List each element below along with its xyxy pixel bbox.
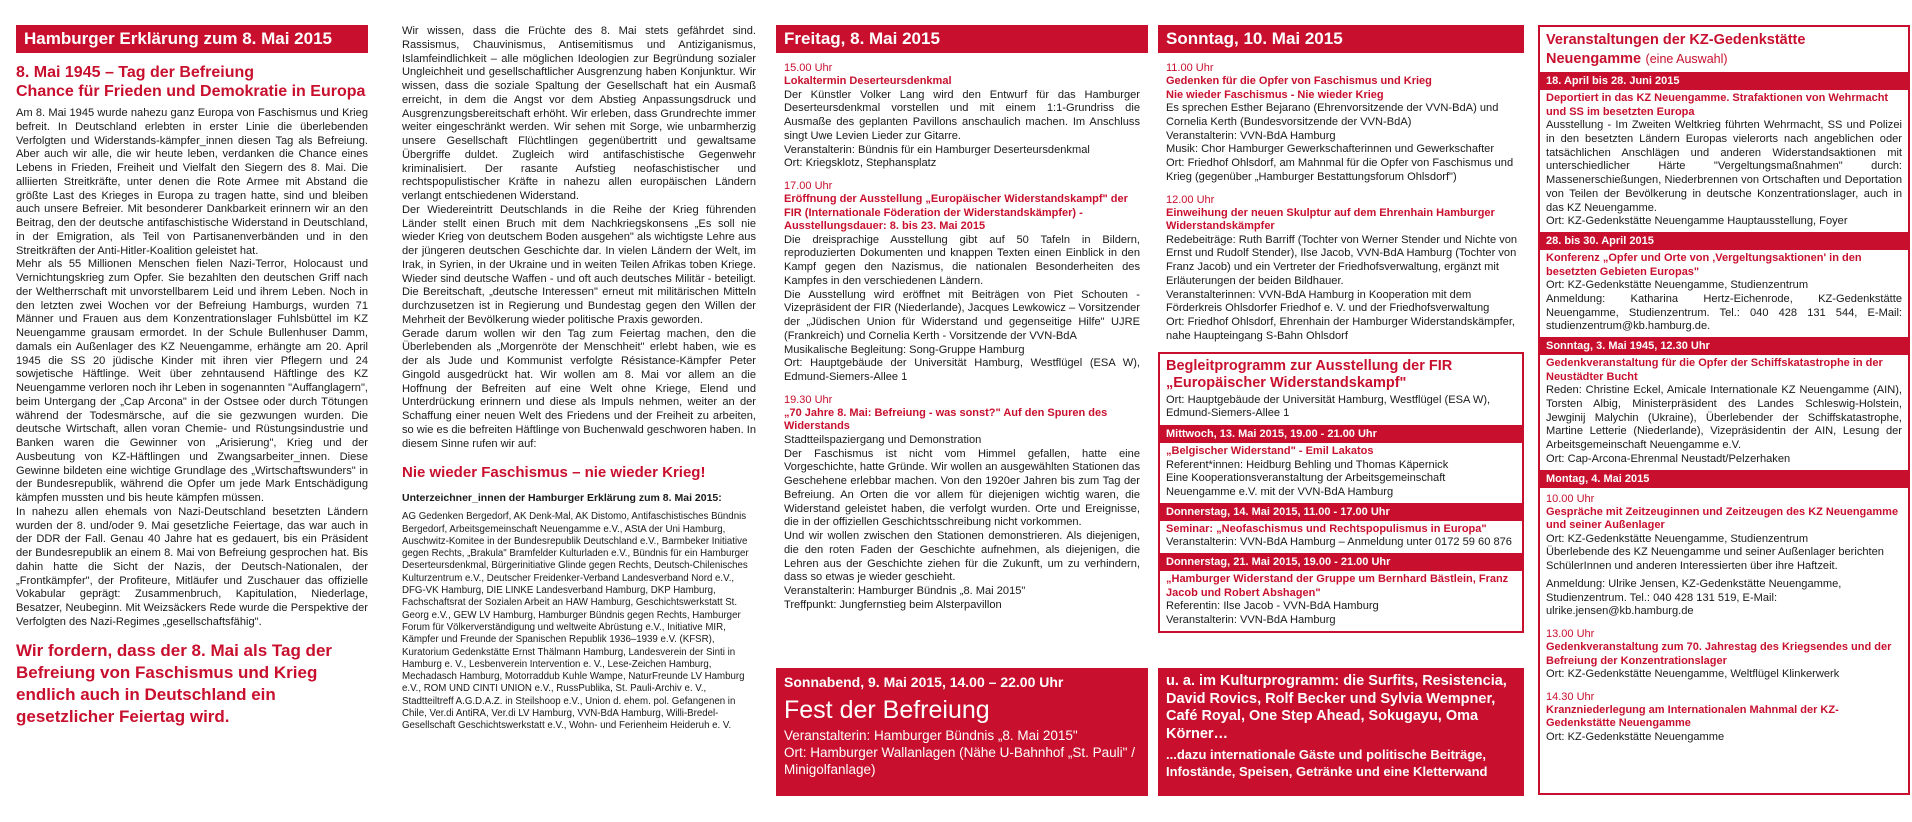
paragraph: Am 8. Mai 1945 wurde nahezu ganz Europa von Faschismus und Krieg befreit. In Deutschland erlebten in erster Linie die überlebenden Verfolgten und Widerstands-kämpfer_innen diesen Tag als Befreiung. Aber auch wir alle, die wir heute leben, verdanken die Chance eines Lebens in Frieden, Freiheit und Vielfalt den Siegern des 8. Mai. Die alliierten Streitkräfte, unter denen die Rote Armee mit Abstand die größte Last des Krieges in Europa zu tragen hatte, sind und bleiben auch unsere Befreier. Mit besonderer Dankbarkeit erinnern wir an den Beitrag, den der deutsche antifaschistische Widerstand in Deutschland, in der Emigration, als Teil von Partisanenverbänden und in den Streitkräften der Anti-Hitler-Koalition geleistet hat. xyxy=(16,107,368,257)
event-place: Ort: Hauptgebäude der Universität Hamburg, Westflügel (ESA W), Edmund-Siemers-Allee 1 xyxy=(784,357,1140,383)
event-title: Einweihung der neuen Skulptur auf dem Ehrenhain Hamburger Widerstandskämpfer xyxy=(1166,206,1495,232)
holiday-demand: Wir fordern, dass der 8. Mai als Tag der Befreiung von Faschismus und Krieg endlich auch in Deutschland ein gesetzlicher Feiertag wird. xyxy=(16,640,333,726)
event-time: 12.00 Uhr xyxy=(1166,193,1215,206)
event-place: Ort: KZ-Gedenkstätte Neuengamme xyxy=(1546,730,1725,743)
paragraph: In nahezu allen ehemals von Nazi-Deutschland besetzten Ländern wurden der 8. und/oder 9. Mai gesetzliche Feiertage, das war auch in der DDR der Fall. Genau 40 Jahre hat es gedauert, bis ein Präsident der Bundesrepublik an einem 8. Mai von Befreiung gesprochen hat. Bis dahin hatte die Sicht der Nazis, der Deutsch-Nationalen, der „Frontkämpfer", der Profiteure, Mitläufer und Zuschauer das offizielle Vokabular geprägt: Zusammenbruch, Kapitulation, Niederlage, Besatzer, Neubeginn. Mit Weizsäckers Rede wurde die Perspektive der Verfolgten des Nazi-Regimes „gesellschaftsfähig". xyxy=(16,505,368,628)
event-date-bar: 28. bis 30. April 2015 xyxy=(1540,232,1908,250)
culture-program-box xyxy=(1158,668,1524,796)
neuengamme-title-suffix: (eine Auswahl) xyxy=(1645,51,1728,66)
event-title: Konferenz „Opfer und Orte von ‚Vergeltungsaktionen' in den besetzten Gebieten Europas" xyxy=(1546,252,1862,278)
program-item-title: „Belgischer Widerstand" - Emil Lakatos xyxy=(1166,445,1374,457)
event-host: Veranstalterin: VVN-BdA Hamburg xyxy=(1166,129,1336,142)
event-host: Veranstalterin: Bündnis für ein Hamburger Deserteursdenkmal xyxy=(784,143,1090,156)
paragraph: Der Wiedereintritt Deutschlands in die Reihe der Krieg führenden Länder stellt einen Bruch mit dem Nachkriegskonsens „Es soll nie wieder Krieg von deutschem Boden ausgehen" als wichtigste Lehre aus der jüngeren deutschen Geschichte dar. In vielen Ländern der Welt, im Irak, in Syrien, in der Ukraine und in weiten Teilen Afrikas toben Kriege. Wieder sind deutsche Waffen - und oft auch deutsches Militär - beteiligt. Die Bereitschaft, „deutsche Interessen" erneut mit militärischen Mitteln durchzusetzen ist in Regierung und Bundestag gegen den Willen der Mehrheit der Bevölkerung wieder politische Praxis geworden. xyxy=(402,203,756,326)
paragraph: Gerade darum wollen wir den Tag zum Feiertag machen, den die Überlebenden als „Morgenröte der Menschheit" erlebt haben, wie es der als Jude und Kommunist verfolgte Résistance-Kämpfer Peter Gingold ausgedrückt hat. Wir wollen am 8. Mai vor allem an die Hoffnung der Befreiten auf eine Welt ohne Kriege, Elend und Unterdrückung erinnern und diese als Impuls nehmen, weiter an der Schaffung einer neuen Welt des Friedens und der Freiheit zu arbeiten, so wie es die befreiten Häftlinge von Buchenwald geschworen haben. In diesem Sinne rufen wir auf: xyxy=(402,327,756,450)
column-sunday xyxy=(1158,0,1524,822)
program-date-bar: Donnerstag, 14. Mai 2015, 11.00 - 17.00 Uhr xyxy=(1160,503,1522,521)
headline-liberation: 8. Mai 1945 – Tag der Befreiung xyxy=(16,64,255,81)
event-text: Der Künstler Volker Lang wird den Entwurf für das Hamburger Deserteursdenkmal vorstellen und mit einem 1:1-Grundriss die Ausmaße des geplanten Pavillons anschaulich machen. Im Anschluss singt Uwe Levien Lieder zur Gitarre. xyxy=(784,88,1140,142)
event-title: Lokaltermin Deserteursdenkmal xyxy=(784,75,952,87)
event-text: Der Faschismus ist nicht vom Himmel gefallen, hatte eine Vorgeschichte, hatte Gründe. Wir wollen an ausgewählten Stationen das Geschehene erlebbar machen. Von den 1920er Jahren bis zum Tag der Befreiung. An Orten die vor allem für diejenigen wichtig waren, die Widerstand geleistet haben, die verfolgt wurden. Orte und Ereignisse, die in der offiziellen Geschichtsschreibung nicht vorkommen. xyxy=(784,447,1140,529)
program-item-title: Seminar: „Neofaschismus und Rechtspopulismus in Europa" xyxy=(1166,522,1487,535)
event-title: Gedenkveranstaltung zum 70. Jahrestag des Kriegsendes und der Befreiung der Konzentrationslager xyxy=(1546,641,1892,667)
event-text: Redebeiträge: Ruth Barriff (Tochter von Werner Stender und Nichte von Ernst und Rudolf Stender), Ilse Jacob, VVN-BdA Hamburg (Tochter von Franz Jacob) und ein Vertreter der Friedhofsverwaltung, ergänzt mit Erläuterungen der beiden Bildhauer. xyxy=(1166,233,1518,287)
program-item-text: Eine Kooperationsveranstaltung der Arbeitsgemeinschaft Neuengamme e.V. mit der VVN-BdA Hamburg xyxy=(1166,472,1446,498)
program-date-bar: Mittwoch, 13. Mai 2015, 19.00 - 21.00 Uhr xyxy=(1160,425,1522,443)
event-title: Gedenkveranstaltung für die Opfer der Schiffskatastrophe in der Neustädter Bucht xyxy=(1546,357,1883,383)
program-place: Ort: Hauptgebäude der Universität Hamburg, Westflügel (ESA W), Edmund-Siemers-Allee 1 xyxy=(1166,393,1491,420)
culture-extras: ...dazu internationale Gäste und politische Beiträge, Infostände, Speisen, Getränke und eine Kletterwand xyxy=(1166,747,1488,779)
column-neuengamme xyxy=(1538,0,1910,822)
event-title: Kranzniederlegung am Internationalen Mahnmal der KZ-Gedenkstätte Neuengamme xyxy=(1546,703,1839,730)
program-item-title: „Hamburger Widerstand der Gruppe um Bernhard Bästlein, Franz Jacob und Robert Abshagen" xyxy=(1166,573,1509,599)
event-text: Und wir wollen zwischen den Stationen demonstrieren. Als diejenigen, die den roten Faden der Geschichte aufnehmen, als diejenigen, die Lehren aus der Geschichte ziehen für die Zukunft, um zu verhindern, dass so etwas je wieder geschieht. xyxy=(784,530,1140,584)
signers-title: Unterzeichner_innen der Hamburger Erklärung zum 8. Mai 2015: xyxy=(402,492,722,505)
column-declaration xyxy=(0,0,378,822)
program-item-text: Referentin: Ilse Jacob - VVN-BdA Hamburg xyxy=(1166,600,1379,612)
event-registration: Anmeldung: Katharina Hertz-Eichenrode, KZ-Gedenkstätte Neuengamme, Studienzentrum. Tel.: 040 428 131 544, E-Mail: studienzentrum@kb.hamburg.de. xyxy=(1546,292,1902,333)
slogan: Nie wieder Faschismus – nie wieder Krieg! xyxy=(402,464,706,482)
program-item-text: Veranstalterin: VVN-BdA Hamburg xyxy=(1166,613,1336,626)
event-place: Ort: Cap-Arcona-Ehrenmal Neustadt/Pelzerhaken xyxy=(1546,452,1791,465)
event-title: Deportiert in das KZ Neuengamme. Strafaktionen von Wehrmacht und SS im besetzten Europa xyxy=(1546,92,1889,118)
neuengamme-title: Veranstaltungen der KZ-Gedenkstätte Neuengamme xyxy=(1546,32,1806,67)
event-title: Eröffnung der Ausstellung „Europäischer Widerstandskampf" der FIR (Internationale Föderation der Widerstandskämpfer) - Ausstellungsdauer: 8. bis 23. Mai 2015 xyxy=(784,193,1128,232)
sunday-banner: Sonntag, 10. Mai 2015 xyxy=(1158,25,1524,53)
program-item-text: Veranstalterin: VVN-BdA Hamburg – Anmeldung unter 0172 59 60 876 xyxy=(1166,536,1512,549)
friday-banner: Freitag, 8. Mai 2015 xyxy=(776,25,1148,53)
fest-host: Veranstalterin: Hamburger Bündnis „8. Mai 2015" xyxy=(784,728,1078,743)
event-time: 10.00 Uhr xyxy=(1546,492,1595,505)
event-date-bar: 18. April bis 28. Juni 2015 xyxy=(1540,72,1908,90)
fest-place: Ort: Hamburger Wallanlagen (Nähe U-Bahnhof „St. Pauli" / Minigolfanlage) xyxy=(784,745,1135,777)
event-time: 19.30 Uhr xyxy=(784,393,833,406)
event-date-bar: Sonntag, 3. Mai 1945, 12.30 Uhr xyxy=(1540,337,1908,355)
event-host: Veranstalterin: Hamburger Bündnis „8. Mai 2015" xyxy=(784,585,1026,597)
event-time: 14.30 Uhr xyxy=(1546,690,1595,703)
program-title-exhibition: „Europäischer Widerstandskampf" xyxy=(1166,374,1407,391)
event-place: Ort: KZ-Gedenkstätte Neuengamme, Studienzentrum xyxy=(1546,532,1809,545)
event-place: Ort: KZ-Gedenkstätte Neuengamme Hauptausstellung, Foyer xyxy=(1546,215,1848,228)
event-text: Die dreisprachige Ausstellung gibt auf 50 Tafeln in Bildern, reproduzierten Dokumenten und knappen Texten einen Einblick in den Kampf gegen den Nazismus, die nationalen Besonderheiten des Kampfes in den verschiedenen Ländern. xyxy=(784,233,1140,287)
event-time: 13.00 Uhr xyxy=(1546,628,1595,640)
fest-date: Sonnabend, 9. Mai 2015, 14.00 – 22.00 Uhr xyxy=(784,674,1064,690)
paragraph: Mehr als 55 Millionen Menschen fielen Nazi-Terror, Holocaust und Vernichtungskrieg zum Opfer. Sie bezahlten den deutschen Griff nach der Weltherrschaft mit unvorstellbarem Leid und ihrem Leben. Noch in den letzten zwei Wochen vor der Befreiung Hamburgs, wurden 71 Männer und Frauen aus dem Konzentrationslager Fuhlsbüttel im KZ Neuengamme grausam ermordet. In der Schule Bullenhuser Damm, damals ein Außenlager des KZ Neuengamme, erhängte am 20. April 1945 die SS 20 jüdische Kinder mit ihren vier Pflegern und 24 sowjetische Häftlinge. Weit über zehntausend Häftlinge des KZ Neuengamme verloren noch ihr Leben in sogenannten "Auffanglagern", beim Untergang der „Cap Arcona" in der Ostsee oder durch Tötungen während der Todesmärsche, auf die sie gezwungen wurden. Die deutsche Wirtschaft, allen voran Chemie- und Rüstungsindustrie und Banken waren die Gewinner von „Arisierung", Krieg und der Ausbeutung von KZ-Häftlingen und Zwangsarbeiter_innen. Diese Gewinne bildeten eine wichtige Grundlage des „Wirtschaftswunders" in der Bundesrepublik, während die Opfer um jede Mark Entschädigung kämpfen mussten und bis heute kämpfen müssen. xyxy=(16,258,368,504)
event-place: Ort: Kriegsklotz, Stephansplatz xyxy=(784,157,937,170)
event-text: Die Ausstellung wird eröffnet mit Beiträgen von Piet Schouten - Vizepräsident der FIR (Niederlande), Jacques Lewkowicz – Vorsitzender der „Jüdischen Union für Widerstand und gegenseitige Hilfe" UJRE (Frankreich) und Cornelia Kerth - Vorsitzende der VVN-BdA xyxy=(784,288,1140,342)
event-time: 11.00 Uhr xyxy=(1166,62,1214,74)
event-place: Ort: Friedhof Ohlsdorf, Ehrenhain der Hamburger Widerstandskämpfer, nahe Haupteingang S-Bahn Ohlsdorf xyxy=(1166,316,1515,342)
event-place: Ort: Friedhof Ohlsdorf, am Mahnmal für die Opfer von Faschismus und Krieg (gegenüber „Hamburger Bestattungsforum Ohlsdorf") xyxy=(1166,157,1514,183)
headline-chance: Chance für Frieden und Demokratie in Europa xyxy=(16,83,366,100)
event-place: Ort: KZ-Gedenkstätte Neuengamme, Weltflügel Klinkerwerk xyxy=(1546,668,1840,680)
program-date-bar: Donnerstag, 21. Mai 2015, 19.00 - 21.00 Uhr xyxy=(1160,553,1522,571)
event-host: Veranstalterinnen: VVN-BdA Hamburg in Kooperation mit dem Förderkreis Ohlsdorfer Friedhof e. V. und der Friedhofsverwaltung xyxy=(1166,288,1490,315)
event-title: „70 Jahre 8. Mai: Befreiung - was sonst?" Auf den Spuren des Widerstands xyxy=(784,406,1108,433)
event-text: Ausstellung - Im Zweiten Weltkrieg führten Wehrmacht, SS und Polizei in den besetzten Ländern Europas vielerorts nach angeblichen oder tatsächlichen Anschlägen und anderen Widerstandsaktionen mit unterschiedlicher Härte "Vergeltungsmaßnahmen" durch: Massenerschießungen, Niederbrennen von Ortschaften und Deportation von Teilen der Bevölkerung in deutsche Konzentrationslager, auch in das KZ Neuengamme. xyxy=(1546,119,1902,214)
event-meeting-point: Treffpunkt: Jungfernstieg beim Alsterpavillon xyxy=(784,598,1002,611)
event-text: Überlebende des KZ Neuengamme und seiner Außenlager berichten SchülerInnen und anderen Interessierten über ihre Haftzeit. xyxy=(1546,546,1884,572)
paragraph: Wir wissen, dass die Früchte des 8. Mai stets gefährdet sind. Rassismus, Chauvinismus, Antisemitismus und Antiziganismus, Islamfeindlichkeit – alle möglichen Ideologien zur Begründung sozialer Ungleichheit und gesellschaftlicher Ausgrenzung haben Konjunktur. Wir wissen, dass die soziale Spaltung der Gesellschaft hat ein Ausmaß erreicht, in dem die Angst vor dem Abstieg Anpassungsdruck und Ausgrenzungsbereitschaft erhöht. Wir erleben, dass Grundrechte immer weiter eingeschränkt werden. Wir sehen mit Sorge, wie unbarmherzig unsere Gesellschaft Flüchtlingen gegenübertritt und gewaltsame Übergriffe duldet. Zugleich wird antifaschistische Gegenwehr kriminalisiert. Der rasante Aufstieg neofaschistischer und rechtspopulistischer Kräfte in nahezu allen europäischen Ländern verlangt entschiedenen Widerstand. xyxy=(402,25,756,202)
neuengamme-box xyxy=(1538,25,1910,795)
event-text: Es sprechen Esther Bejarano (Ehrenvorsitzende der VVN-BdA) und Cornelia Kerth (Bundesvorsitzende der VVN-BdA) xyxy=(1166,102,1499,128)
event-subtitle: Nie wieder Faschismus - Nie wieder Krieg xyxy=(1166,88,1384,101)
fir-program-box xyxy=(1158,352,1524,633)
declaration-banner: Hamburger Erklärung zum 8. Mai 2015 xyxy=(16,25,368,53)
event-text: Stadtteilspaziergang und Demonstration xyxy=(784,433,982,446)
event-place: Ort: KZ-Gedenkstätte Neuengamme, Studienzentrum xyxy=(1546,279,1809,291)
event-time: 15.00 Uhr xyxy=(784,62,833,74)
event-registration: Anmeldung: Ulrike Jensen, KZ-Gedenkstätte Neuengamme, Studienzentrum. Tel.: 040 428 131 519, E-Mail: ulrike.jensen@kb.hamburg.de xyxy=(1546,577,1842,618)
event-music: Musik: Chor Hamburger Gewerkschafterinnen und Gewerkschafter xyxy=(1166,143,1495,156)
program-title: Begleitprogramm zur Ausstellung der FIR xyxy=(1166,357,1453,374)
event-speakers: Reden: Christine Eckel, Amicale Internationale KZ Neuengamme (AIN), Torsten Albig, Ministerpräsident des Landes Schleswig-Holstein, Jewginij Malychin (Ukraine), Überlebender der Schiffskatastrophe, Martine Letterie (Niederlande), Vizepräsidentin der AIN, Lesung der Arbeitsgemeinschaft Neuengamme e.V. xyxy=(1546,384,1902,451)
fest-box xyxy=(776,668,1148,796)
event-title: Gespräche mit Zeitzeuginnen und Zeitzeugen des KZ Neuengamme und seiner Außenlager xyxy=(1546,505,1899,531)
event-date-bar: Montag, 4. Mai 2015 xyxy=(1540,470,1908,488)
event-music: Musikalische Begleitung: Song-Gruppe Hamburg xyxy=(784,343,1025,356)
fest-title: Fest der Befreiung xyxy=(784,696,990,724)
event-title: Gedenken für die Opfer von Faschismus und Krieg xyxy=(1166,75,1432,87)
signers-list: AG Gedenken Bergedorf, AK Denk-Mal, AK Distomo, Antifaschistisches Bündnis Bergedorf, Arbeitsgemeinschaft Neuengamme e.V., AStA der Uni Hamburg, Auschwitz-Komitee in der Bundesrepublik Deutschland e.V., Barmbeker Initiative gegen Rechts, „Brakula" Bramfelder Kulturladen e.V., Bündnis für ein Hamburger Deserteursdenkmal, Bürgerinitiative Glinde gegen Rechts, Deutsch-Chilenisches Kulturzentrum e.V., Deutscher Freidenker-Verband Landesverband Nord e.V., DFG-VK Hamburg, DIE LINKE Landesverband Hamburg, DKP Hamburg, Fachschaftsrat der Sozialen Arbeit an HAW Hamburg, Geschichtswerkstatt St. Georg e.V., GEW LV Hamburg, Hamburger Bündnis gegen Rechts, Hamburger Forum für Völkerverständigung und weltweite Abrüstung e.V., Initiative MIR, Kämpfer und Freunde der Spanischen Republik 1936–1939 e.V. (KFSR), Kuratorium Gedenkstätte Ernst Thälmann Hamburg, Landesverein der Sinti in Hamburg e. V., Lesbenverein Intervention e. V., Lese-Zeichen Hamburg, Mechadasch Hamburg, Motorraddub Kuhle Wampe, NaturFreunde LV Hamburg e.V., ROM UND CINTI UNION e.V., RussPublika, St. Pauli-Archiv e. V., Stadtteiltreff A.G.D.A.Z. in Steilshoop e.V., Union d. ehem. pol. Gefangenen in Chile, Ver.di AntiRA, Ver.di LV Hamburg, VVN-BdA Hamburg, Willi-Bredel-Gesellschaft Geschichtswerkstatt e.V., Wohn- und Ferienheim Heideruh e. V. xyxy=(402,511,749,732)
column-friday xyxy=(776,0,1148,822)
culture-lineup: u. a. im Kulturprogramm: die Surfits, Resistencia, David Rovics, Rolf Becker und Sylvia Wempner, Café Royal, One Step Ahead, Sokugayu, Oma Körner… xyxy=(1166,673,1507,742)
column-declaration-cont xyxy=(388,0,764,822)
program-item-text: Referent*innen: Heidburg Behling und Thomas Käpernick xyxy=(1166,458,1449,471)
event-time: 17.00 Uhr xyxy=(784,180,833,192)
